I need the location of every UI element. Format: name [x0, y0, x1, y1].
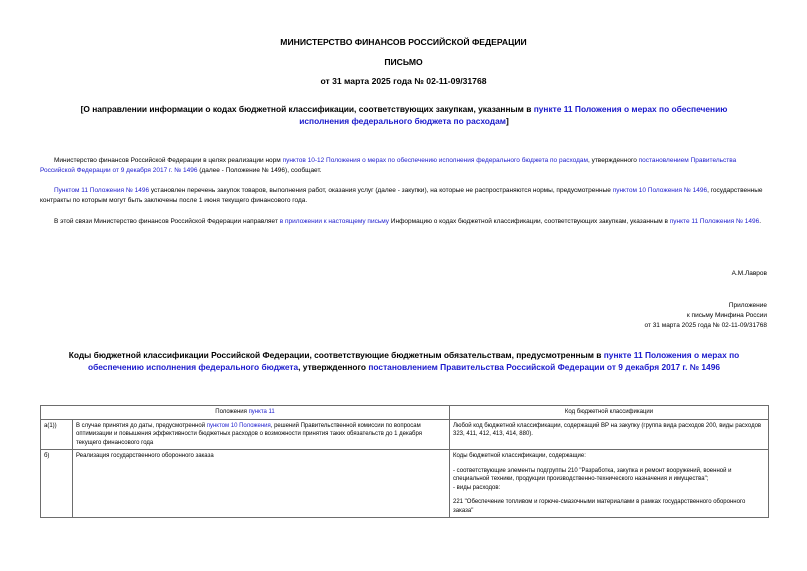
row-code-line-3: - виды расходов:: [453, 484, 501, 491]
ministry-heading: МИНИСТЕРСТВО ФИНАНСОВ РОССИЙСКОЙ ФЕДЕРАЦИИ: [280, 37, 527, 47]
p2-link-point-10[interactable]: пунктом 10 Положения № 1496: [612, 187, 708, 194]
header-code: Код бюджетной классификации: [450, 406, 769, 420]
subtitle-link-resolution[interactable]: постановлением Правительства Российской Федерации от 9 декабря 2017 г. № 1496: [368, 361, 721, 372]
paragraph-1: [40, 156, 768, 176]
appendix-letter-ref: к письму Минфина России: [686, 312, 767, 319]
appendix-date-number: от 31 марта 2025 года № 02-11-09/31768: [644, 322, 767, 329]
doc-type-heading: ПИСЬМО: [384, 57, 423, 67]
header-provisions: [41, 406, 450, 420]
table-row: [41, 450, 769, 518]
row-desc-text-2: , решений Правительственной комиссии по вопросам оптимизации и повышения эффективности бюджетных расходов о возможности принятия таких обязательств до 1 декабря текущего финансового года: [76, 422, 422, 446]
row-code-line-1: Коды бюджетной классификации, содержащие:: [453, 453, 586, 459]
letter-title: [60, 104, 748, 127]
title-suffix: ]: [505, 115, 509, 126]
paragraph-2: [40, 186, 768, 206]
p2-text-2: , государственные контракты по которым могут быть заключены после 1 июня текущего финансового года.: [40, 187, 763, 204]
appendix-title: [40, 350, 768, 373]
p1-text-2: , утвержденного: [587, 157, 639, 164]
header-provisions-text: Положения: [215, 409, 249, 415]
signature: А.М.Лавров: [731, 270, 767, 277]
row-number: б): [41, 450, 73, 518]
p3-text-1: В этой связи Министерство финансов Российской Федерации направляет: [54, 218, 280, 225]
title-prefix: [О направлении информации о кодах бюджетной классификации, соответствующих закупкам, указанным в: [80, 104, 534, 114]
p2-link-point-11[interactable]: Пунктом 11 Положения № 1496: [54, 187, 150, 194]
p1-text-3: (далее - Положение № 1496), сообщает.: [197, 167, 322, 174]
p3-link-point-11[interactable]: пункте 11 Положения № 1496: [669, 218, 760, 225]
p2-text-1: установлен перечень закупок товаров, выполнения работ, оказания услуг (далее - закупки), на которые не распространяются нормы, предусмотренные: [149, 187, 613, 194]
p1-text-1: Министерство финансов Российской Федерации в целях реализации норм: [54, 157, 283, 164]
letter-date-number: от 31 марта 2025 года № 02-11-09/31768: [320, 76, 487, 86]
row-desc-link[interactable]: пунктом 10 Положения: [206, 422, 271, 429]
appendix-label: Приложение: [728, 302, 767, 309]
row-description: [73, 419, 450, 450]
table-row: [41, 419, 769, 450]
row-description: Реализация государственного оборонного заказа: [73, 450, 450, 518]
subtitle-text-1: Коды бюджетной классификации Российской Федерации, соответствующие бюджетным обязательствам, предусмотренным в: [68, 350, 604, 360]
p3-text-3: .: [759, 218, 762, 225]
paragraph-3: [40, 217, 768, 227]
header-provisions-link[interactable]: пункта 11: [248, 409, 275, 415]
row-number: а(1)): [41, 419, 73, 450]
p3-text-2: Информацию о кодах бюджетной классификации, соответствующих закупкам, указанным в: [389, 218, 670, 225]
row-code: [450, 450, 769, 518]
p3-link-appendix[interactable]: в приложении к настоящему письму: [279, 218, 389, 225]
row-desc-text-1: В случае принятия до даты, предусмотренной: [76, 422, 207, 429]
row-code: Любой код бюджетной классификации, содержащий ВР на закупку (группа вида расходов 200, виды расходов 323, 411, 412, 413, 414, 880).: [450, 419, 769, 450]
p1-link-points-10-12[interactable]: пунктов 10-12 Положения о мерах по обеспечению исполнения федерального бюджета по расходам: [282, 157, 588, 164]
row-code-line-4: 221 "Обеспечение топливом и горюче-смазочными материалами в рамках государственного оборонного заказа": [453, 499, 746, 514]
table-header-row: [41, 406, 769, 420]
codes-table: [40, 405, 769, 518]
subtitle-link-point-11[interactable]: пункте 11 Положения о мерах по обеспечению исполнения федерального бюджета: [87, 350, 740, 372]
row-code-line-2: - соответствующие элементы подгруппы 210 "Разработка, закупка и ремонт вооружений, военной и специальной техники, продукции производственно-технического назначения и имущества";: [453, 467, 732, 482]
p1-link-resolution-1496[interactable]: постановлением Правительства Российской Федерации от 9 декабря 2017 г. № 1496: [40, 157, 737, 174]
subtitle-text-2: , утвержденного: [298, 361, 369, 372]
title-link[interactable]: пункте 11 Положения о мерах по обеспечению исполнения федерального бюджета по расходам: [299, 104, 728, 126]
